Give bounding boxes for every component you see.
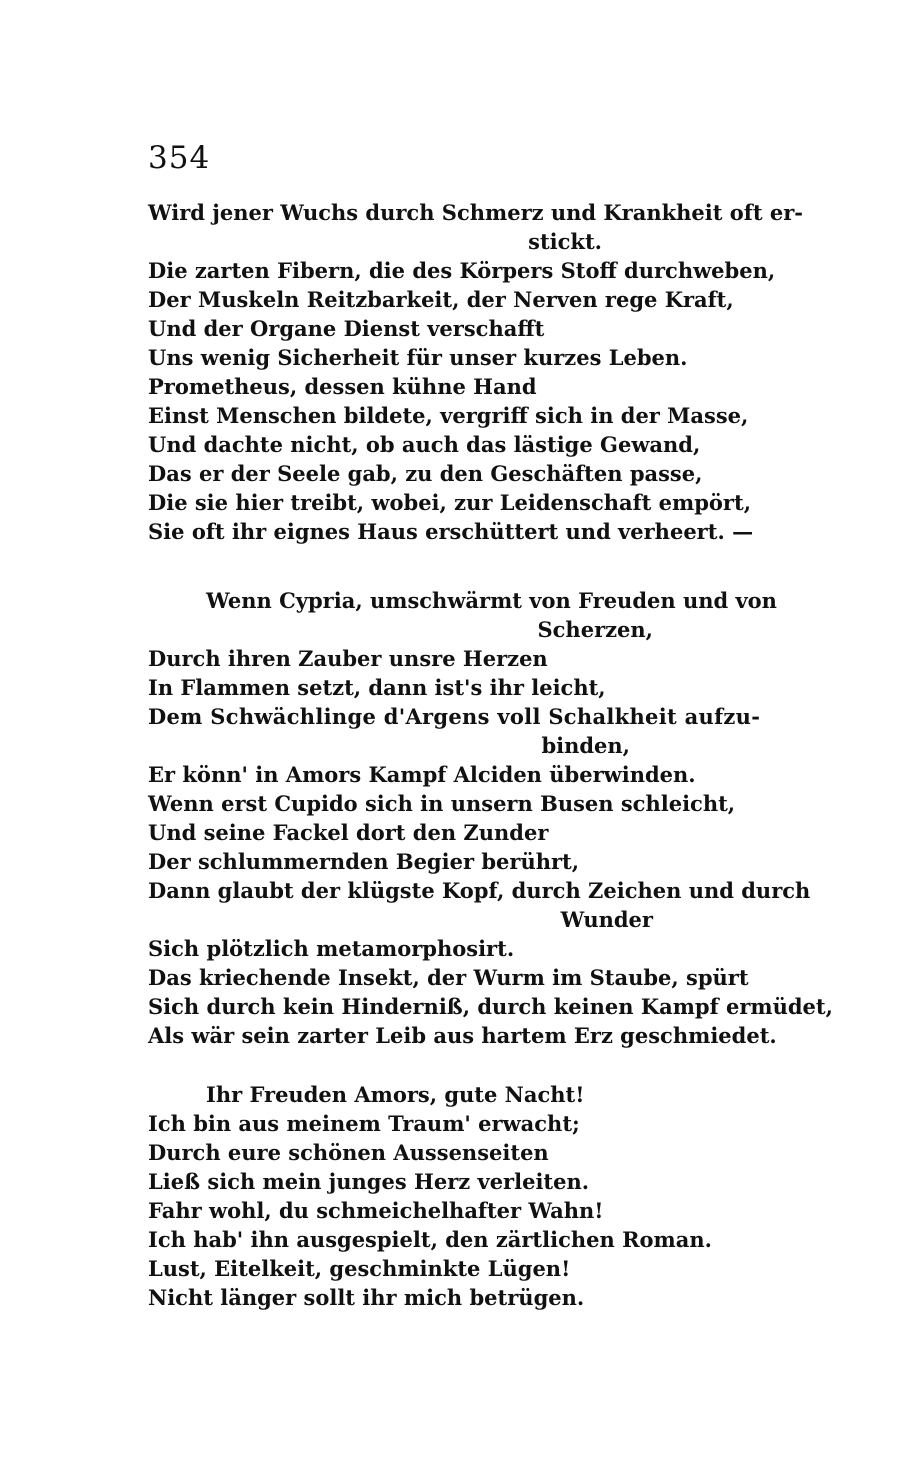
poem-line: Uns wenig Sicherheit für unser kurzes Leben.	[148, 345, 688, 370]
stanza-2	[148, 586, 833, 1050]
poem-line-turnover: Wunder	[560, 907, 653, 932]
poem-line: Der Muskeln Reitzbarkeit, der Nerven rege Kraft,	[148, 287, 734, 312]
poem-line: Sich plötzlich metamorphosirt.	[148, 936, 515, 961]
page-number: 354	[148, 140, 211, 176]
poem-line: Als wär sein zarter Leib aus hartem Erz geschmiedet.	[148, 1023, 777, 1048]
poem-line: Das kriechende Insekt, der Wurm im Staube, spürt	[148, 965, 749, 990]
poem-line-turnover: binden,	[541, 733, 630, 758]
poem-line: Sich durch kein Hinderniß, durch keinen Kampf ermüdet,	[148, 994, 833, 1019]
poem-line: Einst Menschen bildete, vergriff sich in der Masse,	[148, 403, 749, 428]
poem-line: Nicht länger sollt ihr mich betrügen.	[148, 1285, 585, 1310]
poem-line: Prometheus, dessen kühne Hand	[148, 374, 537, 399]
poem-line: Er könn' in Amors Kampf Alciden überwinden.	[148, 762, 696, 787]
poem-line: Sie oft ihr eignes Haus erschüttert und verheert. —	[148, 519, 754, 544]
stanza-1	[148, 198, 803, 546]
poem-line: Und seine Fackel dort den Zunder	[148, 820, 549, 845]
poem-line: Die sie hier treibt, wobei, zur Leidenschaft empört,	[148, 490, 752, 515]
poem-line: Durch eure schönen Aussenseiten	[148, 1140, 549, 1165]
poem-line-turnover: stickt.	[528, 229, 602, 254]
poem-line-turnover: Scherzen,	[537, 617, 653, 642]
poem-line: Ihr Freuden Amors, gute Nacht!	[206, 1082, 585, 1107]
poem-line: Durch ihren Zauber unsre Herzen	[148, 646, 548, 671]
poem-line: Wenn erst Cupido sich in unsern Busen schleicht,	[148, 791, 736, 816]
poem-line: Ließ sich mein junges Herz verleiten.	[148, 1169, 590, 1194]
poem-line: Wird jener Wuchs durch Schmerz und Krankheit oft er-	[148, 200, 803, 225]
poem-line: Ich hab' ihn ausgespielt, den zärtlichen Roman.	[148, 1227, 712, 1252]
poem-line: Dem Schwächlinge d'Argens voll Schalkheit aufzu-	[148, 704, 761, 729]
poem-line: Der schlummernden Begier berührt,	[148, 849, 580, 874]
poem-line: Dann glaubt der klügste Kopf, durch Zeichen und durch	[148, 878, 811, 903]
poem-line: Das er der Seele gab, zu den Geschäften passe,	[148, 461, 703, 486]
stanza-3	[148, 1080, 790, 1312]
poem-line: Und der Organe Dienst verschafft	[148, 316, 545, 341]
poem-line: In Flammen setzt, dann ist's ihr leicht,	[148, 675, 606, 700]
poem-line: Und dachte nicht, ob auch das lästige Gewand,	[148, 432, 701, 457]
poem-line: Die zarten Fibern, die des Körpers Stoff durchweben,	[148, 258, 776, 283]
poem-line: Lust, Eitelkeit, geschminkte Lügen!	[148, 1256, 571, 1281]
poem-line: Wenn Cypria, umschwärmt von Freuden und von	[206, 588, 777, 613]
poem-line: Fahr wohl, du schmeichelhafter Wahn!	[148, 1198, 604, 1223]
poem-line: Ich bin aus meinem Traum' erwacht;	[148, 1111, 580, 1136]
